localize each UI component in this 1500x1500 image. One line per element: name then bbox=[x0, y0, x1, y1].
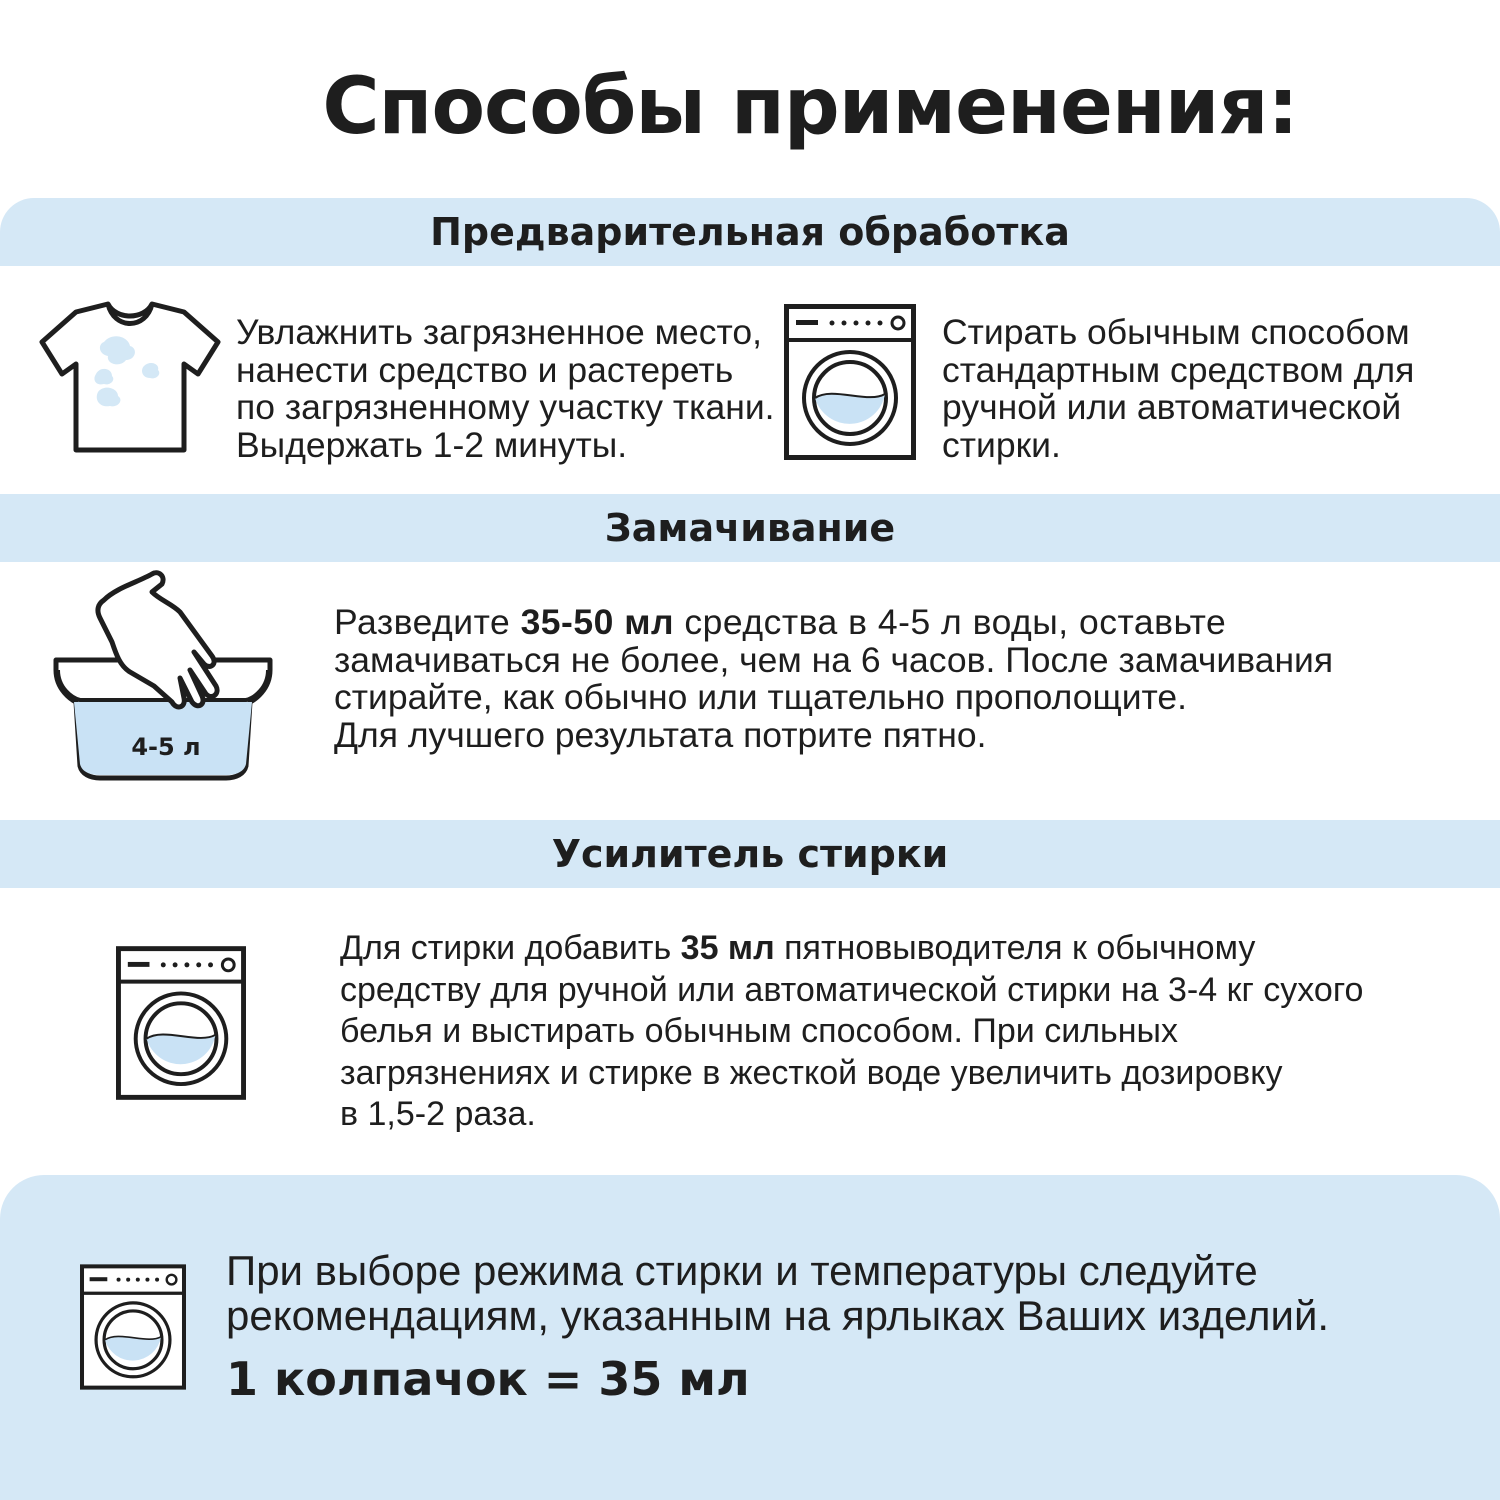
washing-machine-icon bbox=[116, 944, 246, 1102]
section-header-pretreatment: Предварительная обработка bbox=[0, 198, 1500, 266]
soaking-text-rest: замачиваться не более, чем на 6 часов. После замачивания стирайте, как обычно или тщательно прополощите. Для лучшего результата потрите пятно. bbox=[334, 639, 1334, 755]
booster-text-line1: пятновыводителя к обычному bbox=[774, 929, 1256, 967]
soaking-text bbox=[334, 604, 1333, 754]
hand-basin-icon bbox=[50, 570, 276, 782]
tshirt-icon bbox=[38, 298, 222, 454]
pretreatment-step2-text: Стирать обычным способом стандартным средством для ручной или автоматической стирки. bbox=[942, 312, 1415, 465]
soaking-dosage: 35-50 мл bbox=[520, 602, 675, 642]
footer-dosage: 1 колпачок = 35 мл bbox=[226, 1352, 750, 1406]
booster-text bbox=[340, 928, 1363, 1136]
washing-machine-icon bbox=[80, 1264, 186, 1390]
booster-dosage: 35 мл bbox=[680, 929, 775, 967]
section-header-soaking: Замачивание bbox=[0, 494, 1500, 562]
page-title: Способы применения: bbox=[322, 62, 1298, 152]
soaking-text-line1: средства в 4-5 л воды, оставьте bbox=[674, 602, 1227, 642]
booster-text-rest: средству для ручной или автоматической стирки на 3-4 кг сухого белья и выстирать обычным способом. При сильных загрязнениях и стирке в жесткой воде увеличить дозировку в 1,5-2 раза. bbox=[340, 970, 1364, 1133]
footer-text: При выборе режима стирки и температуры следуйте рекомендациям, указанным на ярлыках Ваших изделий. bbox=[226, 1247, 1330, 1339]
soaking-text-prefix: Разведите bbox=[334, 602, 521, 642]
basin-volume-label: 4-5 л bbox=[131, 733, 201, 761]
pretreatment-step1-text: Увлажнить загрязненное место, нанести средство и растереть по загрязненному участку ткани. Выдержать 1-2 минуты. bbox=[236, 312, 775, 465]
booster-text-prefix: Для стирки добавить bbox=[340, 929, 681, 967]
section-header-booster: Усилитель стирки bbox=[0, 820, 1500, 888]
washing-machine-icon bbox=[784, 304, 916, 460]
